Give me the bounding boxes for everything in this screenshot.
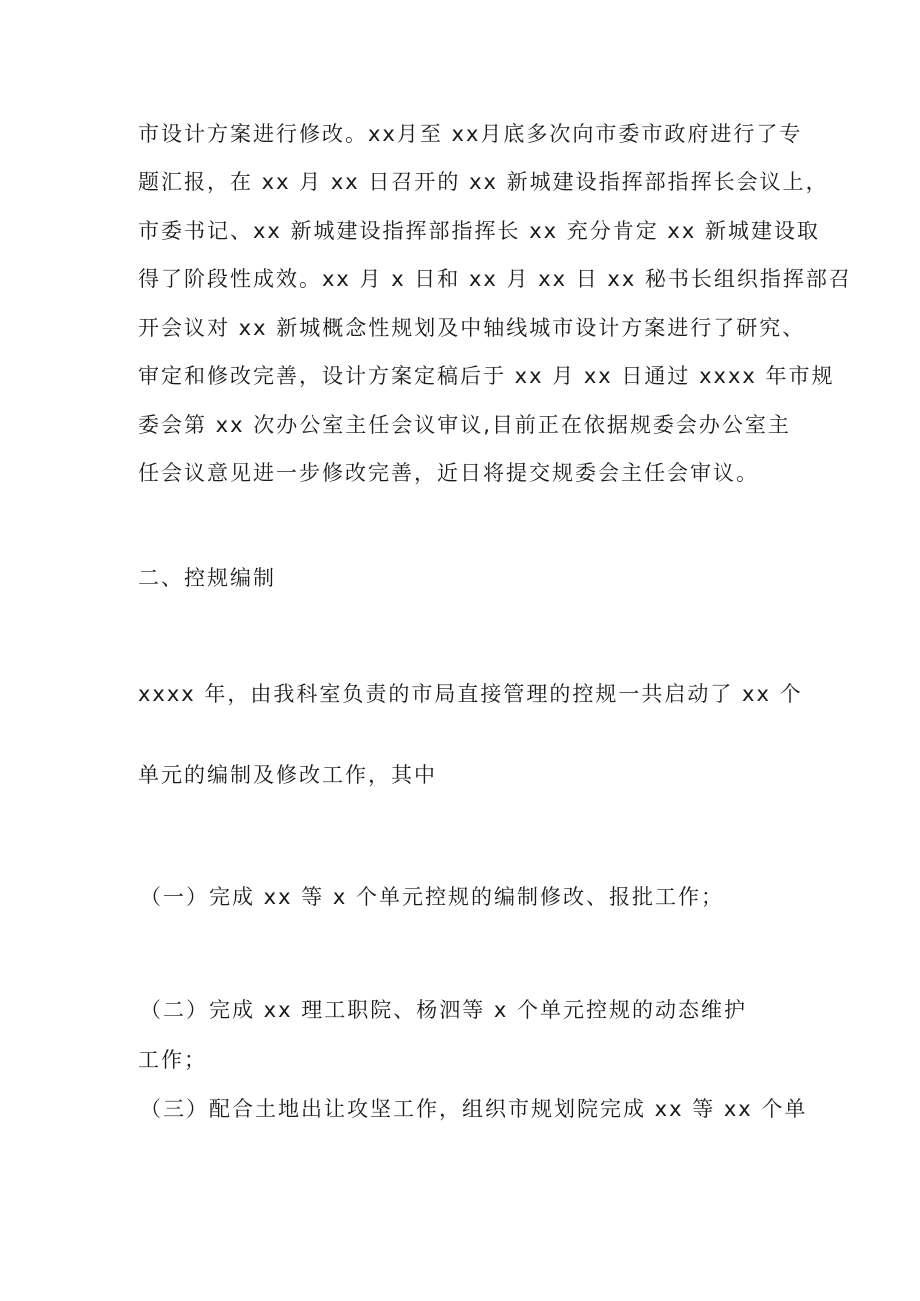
paragraph1-line-5: 开会议对 xx 新城概念性规划及中轴线城市设计方案进行了研究、	[138, 316, 806, 340]
paragraph1-line-4: 得了阶段性成效。xx 月 x 日和 xx 月 xx 日 xx 秘书长组织指挥部召	[138, 267, 852, 291]
paragraph1-line-6: 审定和修改完善，设计方案定稿后于 xx 月 xx 日通过 xxxx 年市规	[138, 364, 835, 388]
list-item-2-line-1: （二）完成 xx 理工职院、杨泗等 x 个单元控规的动态维护	[140, 998, 747, 1022]
paragraph1-line-1: 市设计方案进行修改。xx月至 xx月底多次向市委市政府进行了专	[138, 122, 803, 146]
paragraph1-line-8: 任会议意见进一步修改完善，近日将提交规委会主任会审议。	[138, 461, 759, 485]
paragraph1-line-3: 市委书记、xx 新城建设指挥部指挥长 xx 充分肯定 xx 新城建设取	[138, 219, 820, 243]
list-item-2-line-2: 工作；	[138, 1048, 207, 1072]
paragraph1-line-7: 委会第 xx 次办公室主任会议审议,目前正在依据规委会办公室主	[138, 413, 791, 437]
list-item-1: （一）完成 xx 等 x 个单元控规的编制修改、报批工作；	[140, 885, 724, 909]
list-item-3: （三）配合土地出让攻坚工作，组织市规划院完成 xx 等 xx 个单	[140, 1097, 808, 1121]
paragraph1-line-2: 题汇报，在 xx 月 xx 日召开的 xx 新城建设指挥部指挥长会议上，	[138, 170, 829, 194]
section-heading: 二、控规编制	[138, 566, 276, 590]
paragraph2-line-1: xxxx 年，由我科室负责的市局直接管理的控规一共启动了 xx 个	[138, 682, 803, 706]
paragraph2-line-2: 单元的编制及修改工作，其中	[138, 763, 437, 787]
